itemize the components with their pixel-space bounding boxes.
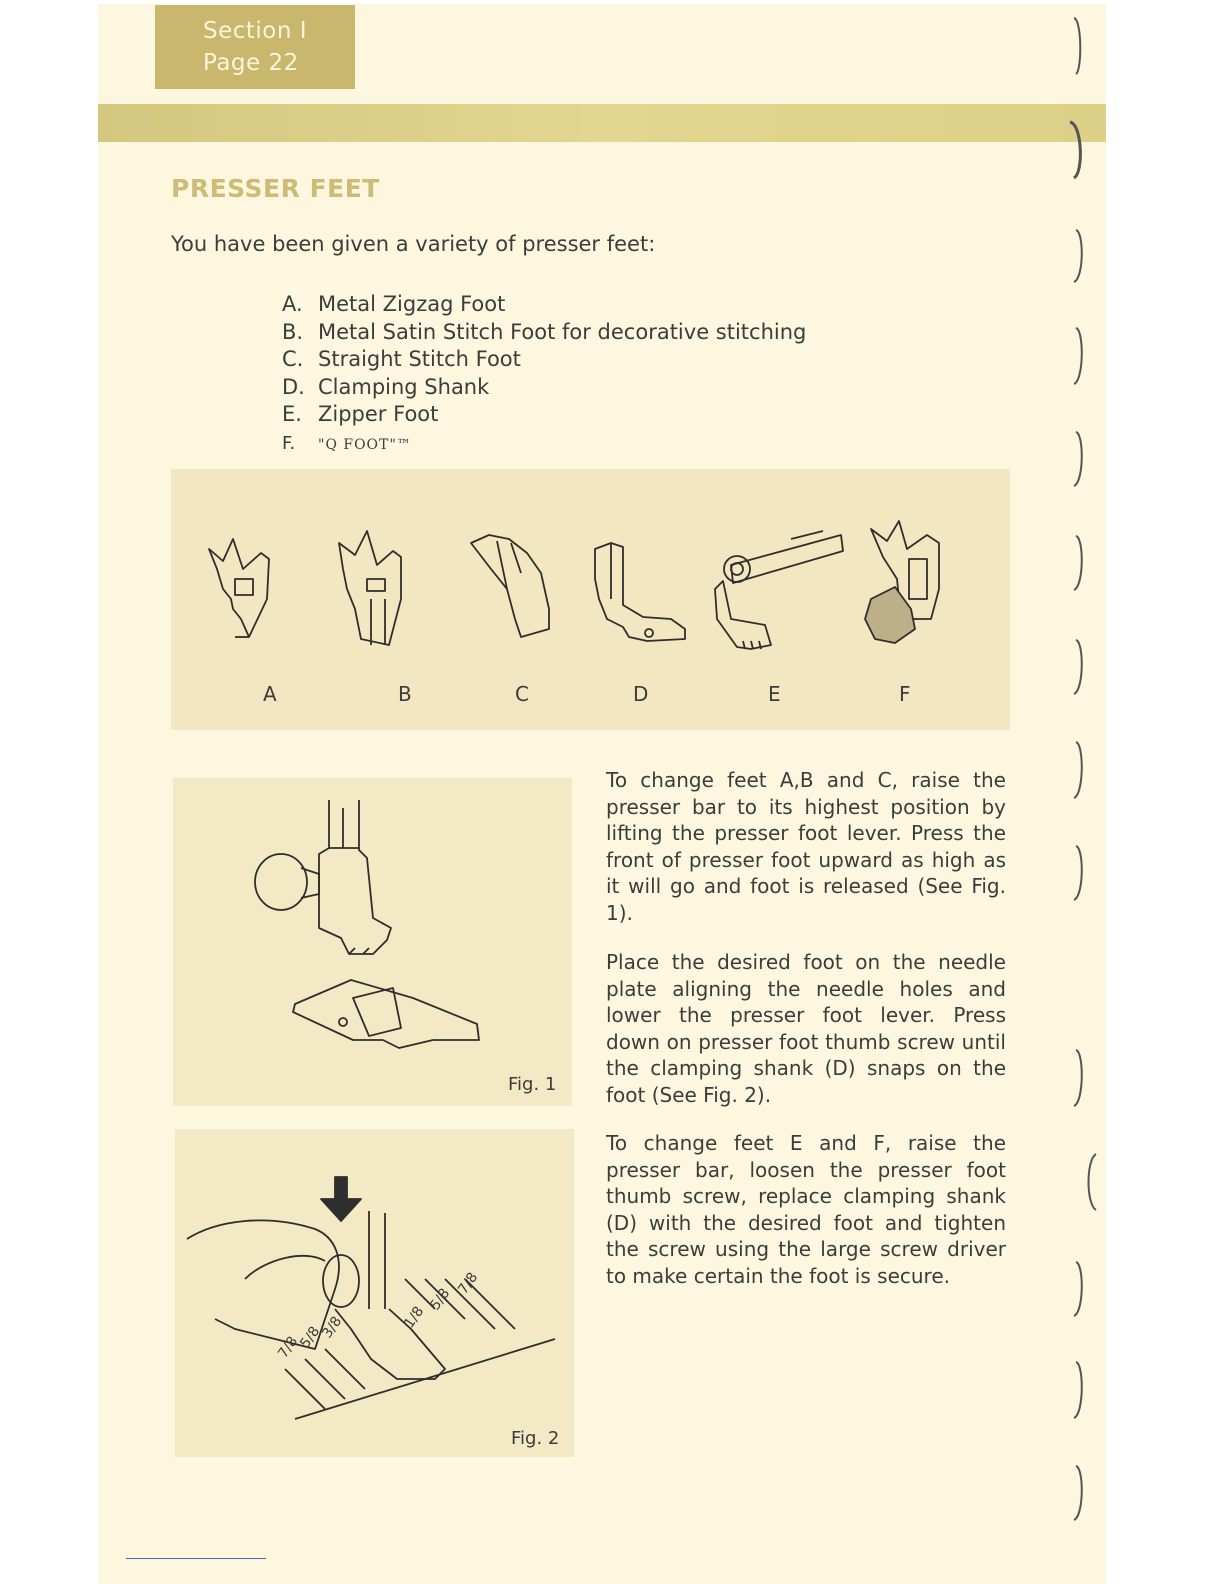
feet-list bbox=[282, 291, 806, 459]
header-band bbox=[98, 104, 1106, 142]
fig-2-mark: 7/8 bbox=[455, 1269, 482, 1298]
foot-label-f: F bbox=[899, 682, 911, 706]
foot-label-e: E bbox=[768, 682, 781, 706]
list-item: C. Straight Stitch Foot bbox=[282, 347, 521, 371]
foot-label-a: A bbox=[263, 682, 277, 706]
section-label: Section Ⅰ bbox=[203, 18, 308, 44]
clamping-shank-drawing bbox=[595, 543, 685, 641]
binder-holes bbox=[1060, 0, 1120, 1584]
figure-1 bbox=[173, 778, 572, 1106]
presser-feet-illustration bbox=[171, 469, 1010, 730]
fig-2-mark: 7/8 bbox=[275, 1333, 302, 1362]
straight-stitch-foot-drawing bbox=[471, 535, 549, 637]
fig-2-mark: 1/8 bbox=[401, 1303, 428, 1332]
foot-label-c: C bbox=[515, 682, 529, 706]
list-item: D. Clamping Shank bbox=[282, 374, 490, 399]
page-label: Page 22 bbox=[203, 50, 299, 76]
list-item: B. Metal Satin Stitch Foot for decorative stitching bbox=[282, 319, 807, 344]
fig-2-mark: 5/8 bbox=[427, 1285, 454, 1314]
instruction-paragraph-3: To change feet E and F, raise the presser bar, loosen the presser foot thumb screw, replace clamping shank (D) with the desired foot and tighten the screw using the large screw driver to make certain the foot is secure. bbox=[606, 1131, 1006, 1288]
fig-2-mark: 5/8 bbox=[297, 1323, 324, 1352]
section-tab bbox=[155, 5, 355, 89]
list-item: A. Metal Zigzag Foot bbox=[282, 292, 506, 316]
figure-2 bbox=[175, 1129, 574, 1457]
foot-label-b: B bbox=[398, 682, 412, 706]
list-item: F. "Q FOOT"™ bbox=[282, 432, 412, 454]
fig-2-mark: 3/8 bbox=[319, 1313, 346, 1342]
list-item: E. Zipper Foot bbox=[282, 402, 439, 426]
zipper-foot-drawing bbox=[715, 531, 843, 649]
q-foot-drawing bbox=[865, 521, 939, 643]
bottom-rule bbox=[126, 1558, 266, 1559]
satin-foot-drawing bbox=[339, 531, 401, 645]
fig-1-label: Fig. 1 bbox=[508, 1074, 557, 1095]
instruction-paragraph-2: Place the desired foot on the needle plate aligning the needle holes and lower the presser foot lever. Press down on presser foot thumb screw until the clamping shank (D) snaps on the foot (See Fig. 2). bbox=[606, 950, 1006, 1107]
page-title: PRESSER FEET bbox=[171, 174, 380, 203]
fig-2-label: Fig. 2 bbox=[511, 1428, 560, 1449]
intro-text: You have been given a variety of presser feet: bbox=[171, 232, 656, 256]
foot-label-d: D bbox=[633, 682, 649, 706]
zigzag-foot-drawing bbox=[209, 539, 269, 637]
instruction-paragraph-1: To change feet A,B and C, raise the presser bar to its highest position by lifting the presser foot lever. Press the front of presser foot upward as high as it will go and foot is released (See Fig. 1). bbox=[606, 768, 1006, 925]
